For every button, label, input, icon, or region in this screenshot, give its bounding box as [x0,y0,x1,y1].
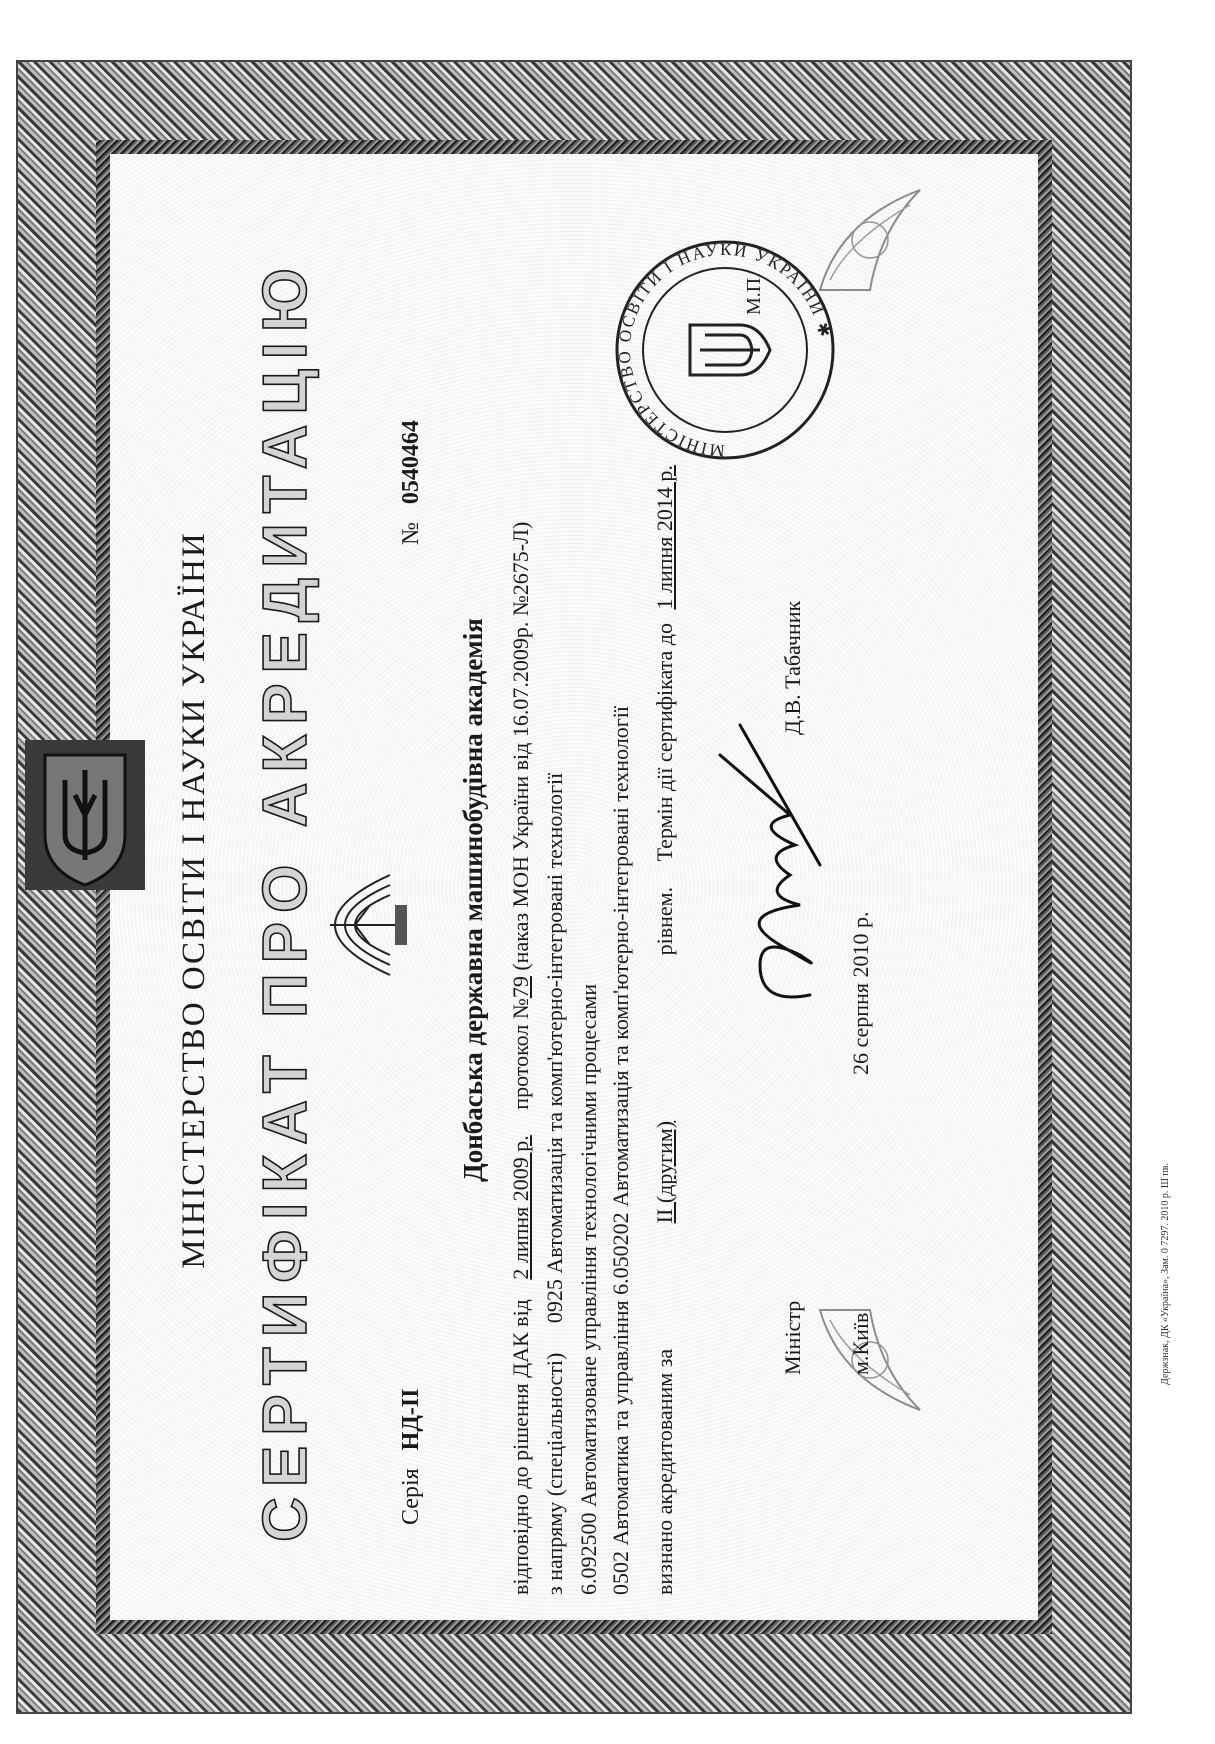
protocol-label: протокол № [508,998,533,1110]
issue-date: 26 серпня 2010 р. [848,911,873,1075]
protocol-number: 79 [508,976,533,999]
svg-text:М.П.: М.П. [743,272,765,315]
decision-prefix: відповідно до рішення ДАК від [508,1299,533,1595]
level-word: рівнем. [652,886,677,956]
level-value: ІІ (другим) [652,1120,677,1224]
city: м.Київ [848,1312,873,1375]
decision-line [508,522,534,1595]
certificate-number-field [398,420,425,545]
certificate-title: СЕРТИФІКАТ ПРО АКРЕДИТАЦІЮ [251,258,320,1542]
ministry-heading: МІНІСТЕРСТВО ОСВІТИ І НАУКИ УКРАЇНИ [176,531,212,1269]
direction-label: з напряму (спеціальності) [542,1352,567,1595]
accreditation-emblem-icon [300,855,420,995]
svg-text:МІНІСТЕРСТВО ОСВІТИ І НАУКИ УК: МІНІСТЕРСТВО ОСВІТИ І НАУКИ УКРАЇНИ ✱ [614,239,835,461]
order-text: (наказ МОН України від 16.07.2009р. №2675-Л) [508,521,533,971]
series-field [398,1388,425,1525]
official-seal-icon [610,235,840,465]
direction-line1: 0925 Автоматизація та комп'ютерно-інтегровані технології [542,772,567,1324]
recognized-label: визнано акредитованим за [652,1348,677,1595]
minister-name: Д.В. Табачник [780,600,805,735]
direction-line-2: 6.092500 Автоматизоване управління технологічними процесами [576,983,601,1595]
certificate-sheet [140,165,1040,1635]
institution-name: Донбаська державна машинобудівна академія [458,618,488,1182]
number-label: № [398,522,424,545]
coat-of-arms-icon [20,735,150,895]
recognition-line [652,465,678,1595]
minister-signature [700,715,850,1015]
validity-date: 1 липня 2014 р. [652,465,677,610]
minister-label: Міністр [780,1300,805,1375]
decision-date: 2 липня 2009 р. [508,1135,533,1280]
direction-line [542,773,568,1595]
series-label: Серія [398,1468,424,1525]
number-value: 0540464 [398,420,424,505]
series-value: НД-ІІ [398,1388,424,1451]
direction-line-3: 0502 Автоматика та управління 6.050202 Автоматизація та комп'ютерно-інтегровані технології [608,705,633,1595]
printer-info: Держзнак, ДК «Україна», Зам. 0 7297. 2010 р. Ш пв. [1160,1162,1171,1385]
validity-label: Термін дії сертифіката до [652,623,677,862]
